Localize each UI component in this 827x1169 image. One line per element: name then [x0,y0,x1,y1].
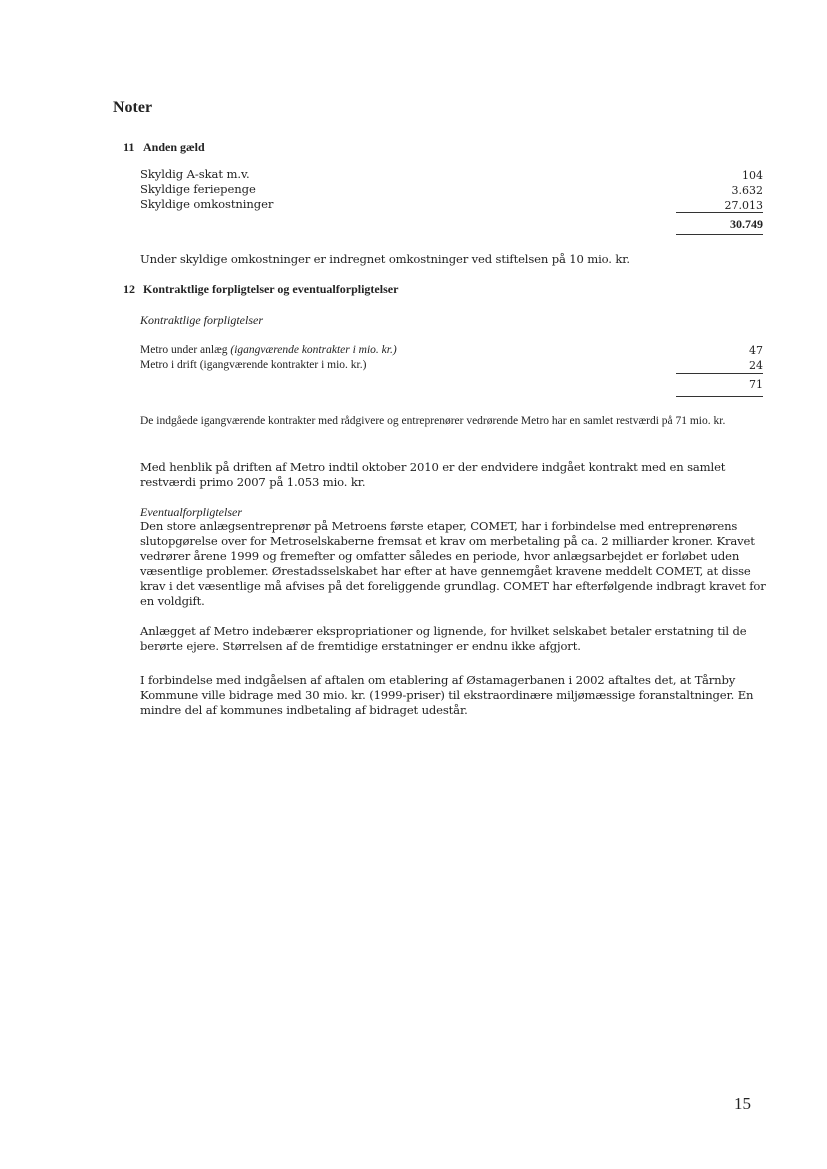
note-11-header [123,140,205,155]
note-11-labels [140,167,273,212]
note-12-item-label-italic: (igangværende kontrakter i mio. kr.) [230,344,397,356]
note-12-item-label-plain: Metro i drift (igangværende kontrakter i mio. kr.) [140,359,367,371]
note-12-total-rule [676,396,763,397]
note-11-item-label: Skyldige feriepenge [140,182,256,196]
note-11-text: Under skyldige omkostninger er indregnet omkostninger ved stiftelsen på 10 mio. kr. [140,252,630,266]
note-12-title: Kontraktlige forpligtelser og eventualforpligtelser [143,282,399,296]
note-11-title: Anden gæld [143,140,205,154]
note-12-item-value: 24 [749,359,763,372]
note-11-subtotal-rule [676,212,763,213]
note-11-item-label: Skyldige omkostninger [140,197,274,211]
note-12-number: 12 [123,282,135,296]
page-number: 15 [734,1094,751,1113]
note-12-labels [140,343,397,373]
note-12-subtotal-rule [676,373,763,374]
note-12-header [123,282,398,297]
note-12-subheading-contingent: Eventualforpligtelser [140,505,242,519]
note-11-total: 30.749 [730,217,763,231]
note-12-total: 71 [749,378,763,391]
note-12-item-value: 47 [749,344,763,357]
note-12-item-label-plain: Metro under anlæg [140,344,231,356]
note-11-item-label: Skyldig A-skat m.v. [140,167,250,181]
note-12-paragraph-5: I forbindelse med indgåelsen af aftalen om etablering af Østamagerbanen i 2002 aftaltes det, at Tårnby Kommune ville bidrage med 30 mio. kr. (1999-priser) til ekstraordinære miljømæssige foranstaltninger. En mindre del af kommunes indbetaling af bidraget udestår. [140,673,754,717]
note-11-item-value: 104 [742,169,763,182]
note-11-total-rule [676,234,763,235]
note-11-item-value: 3.632 [731,184,763,197]
note-12-item-label [140,343,397,358]
note-12-values [749,343,763,373]
note-12-paragraph-2: Med henblik på driften af Metro indtil oktober 2010 er der endvidere indgået kontrakt med en samlet restværdi primo 2007 på 1.053 mio. kr. [140,460,726,489]
note-12-paragraph-3: Den store anlægsentreprenør på Metroens første etaper, COMET, har i forbindelse med entreprenørens slutopgørelse over for Metroselskaberne fremsat et krav om merbetaling på ca. 2 milliarder kroner. Kravet vedrører årene 1999 og fremefter og omfatter således en periode, hvor anlægsarbejdet er forløbet uden væsentlige problemer. Ørestadsselskabet har efter at have gennemgået kravene meddelt COMET, at disse krav i det væsentlige må afvises på det foreliggende grundlag. COMET har efterfølgende indbragt kravet for en voldgift. [140,519,766,608]
note-12-paragraph-4: Anlægget af Metro indebærer ekspropriationer og lignende, for hvilket selskabet betaler erstatning til de berørte ejere. Størrelsen af de fremtidige erstatninger er endnu ikke afgjort. [140,624,747,653]
note-11-number: 11 [123,140,135,154]
note-12-subheading-contracts: Kontraktlige forpligtelser [140,313,263,327]
note-11-values [725,168,764,213]
note-12-item-label [140,358,397,373]
page-title: Noter [113,99,153,116]
note-11-item-value: 27.013 [724,199,763,212]
note-12-paragraph-1: De indgåede igangværende kontrakter med rådgivere og entreprenører vedrørende Metro har en samlet restværdi på 71 mio. kr. [140,415,726,427]
